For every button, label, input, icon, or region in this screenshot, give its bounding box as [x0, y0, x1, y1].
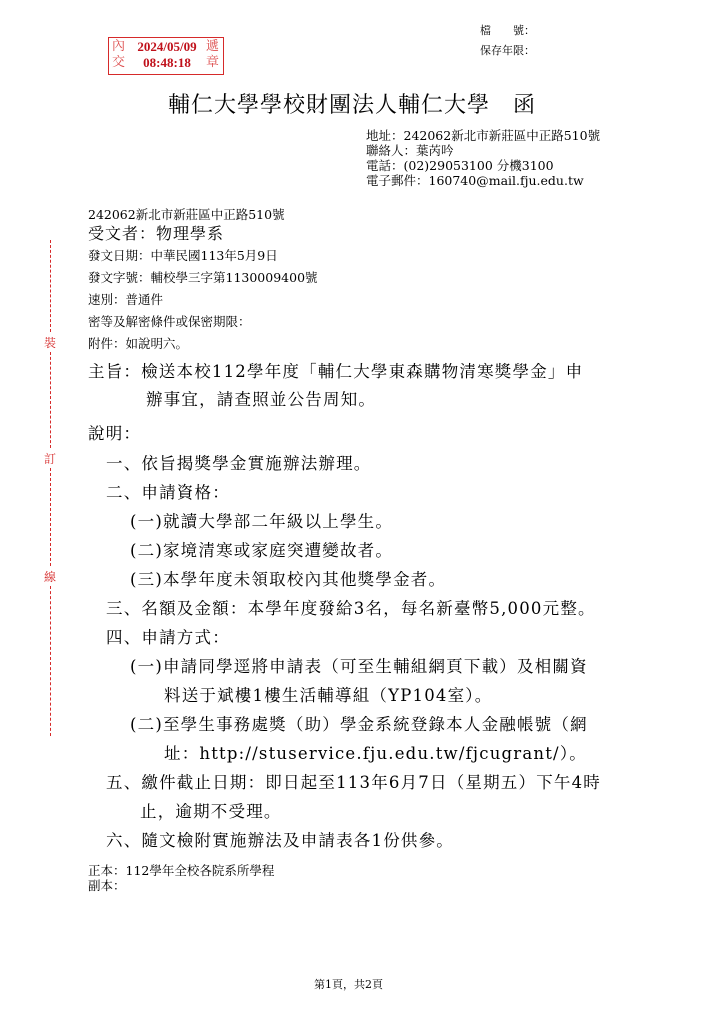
secrecy-level: 密等及解密條件或保密期限：: [88, 314, 251, 329]
item-3: 三、名額及金額：本學年度發給3名，每名新臺幣5,000元整。: [106, 599, 596, 618]
item-2-sub-1: (一)就讀大學部二年級以上學生。: [130, 512, 394, 531]
receipt-stamp: [108, 37, 224, 75]
binding-dash-line-3: [50, 468, 51, 566]
binding-dash-line-4: [50, 586, 51, 736]
attachment-note: 附件：如說明六。: [88, 336, 189, 351]
stamp-char-right-top: 遞: [206, 39, 220, 54]
item-5-line-1: 五、繳件截止日期：即日起至113年6月7日（星期五）下午4時: [106, 773, 601, 792]
binding-mark-ding: 訂: [44, 452, 57, 466]
page-footer: 第1頁，共2頁: [314, 978, 383, 991]
item-4-sub-1-line-1: (一)申請同學逕將申請表（可至生輔組網頁下載）及相關資: [130, 657, 588, 676]
item-4-sub-2-line-1: (二)至學生事務處獎（助）學金系統登錄本人金融帳號（網: [130, 715, 588, 734]
item-1: 一、依旨揭獎學金實施辦法辦理。: [106, 454, 372, 473]
binding-dash-line-1: [50, 240, 51, 332]
item-6: 六、隨文檢附實施辦法及申請表各1份供參。: [106, 831, 454, 850]
stamp-date: 2024/05/09: [137, 39, 197, 54]
item-2: 二、申請資格：: [106, 483, 230, 502]
sender-email: 電子郵件：160740@mail.fju.edu.tw: [366, 173, 584, 188]
binding-mark-zhuang: 裝: [44, 336, 57, 350]
recipient-address: 242062新北市新莊區中正路510號: [88, 207, 285, 222]
duplicate-copy: 副本：: [88, 878, 126, 893]
item-4-sub-1-line-2: 料送于斌樓1樓生活輔導組（YP104室）。: [164, 686, 493, 705]
issue-date: 發文日期：中華民國113年5月9日: [88, 248, 278, 263]
item-2-sub-2: (二)家境清寒或家庭突遭變故者。: [130, 541, 394, 560]
delivery-speed: 速別：普通件: [88, 292, 164, 307]
sender-contact: 聯絡人：葉芮吟: [366, 143, 454, 158]
item-4-sub-2-line-2: 址：http://stuservice.fju.edu.tw/fjcugrant/）。: [164, 744, 587, 763]
sender-address: 地址：242062新北市新莊區中正路510號: [366, 128, 601, 143]
stamp-char-right-bottom: 章: [206, 55, 220, 70]
file-number-label: 檔 號：: [480, 24, 535, 37]
item-2-sub-3: (三)本學年度未領取校內其他獎學金者。: [130, 570, 447, 589]
recipient: 受文者：物理學系: [88, 224, 225, 243]
document-title: 輔仁大學學校財團法人輔仁大學 函: [168, 93, 537, 118]
stamp-char-left-top: 內: [112, 39, 126, 54]
subject-line-2: 辦事宜，請查照並公告周知。: [146, 390, 377, 409]
stamp-char-left-bottom: 交: [112, 55, 126, 70]
stamp-time: 08:48:18: [143, 55, 191, 70]
document-number: 發文字號：輔校學三字第1130009400號: [88, 270, 318, 285]
binding-dash-line-2: [50, 352, 51, 448]
item-5-line-2: 止，逾期不受理。: [140, 802, 282, 821]
explanation-label: 說明：: [88, 424, 142, 443]
original-copy: 正本：112學年全校各院系所學程: [88, 863, 275, 878]
subject-line-1: 主旨：檢送本校112學年度「輔仁大學東森購物清寒獎學金」申: [88, 362, 584, 381]
item-4: 四、申請方式：: [106, 628, 230, 647]
sender-phone: 電話：(02)29053100 分機3100: [366, 158, 554, 173]
binding-mark-xian: 線: [44, 570, 57, 584]
retention-period-label: 保存年限：: [480, 44, 535, 57]
